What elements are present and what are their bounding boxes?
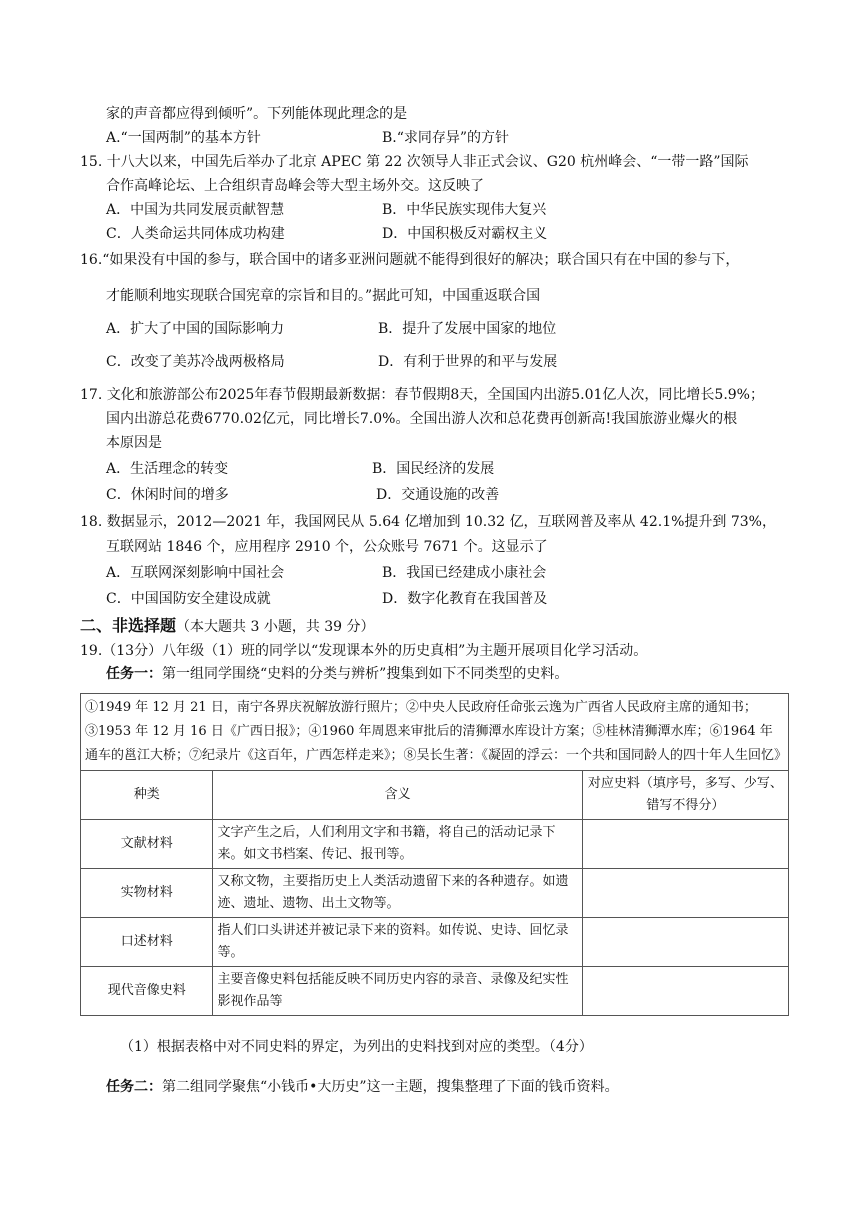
row-type: 实物材料 bbox=[81, 869, 213, 918]
q16-stem-line2: 才能顺利地实现联合国宪章的宗旨和目的。”据此可知，中国重返联合国 bbox=[106, 288, 541, 304]
header-meaning: 含义 bbox=[213, 771, 582, 820]
answer-cell[interactable] bbox=[582, 820, 788, 869]
q14-option-b: B.“求同存异”的方针 bbox=[382, 130, 510, 146]
q16-option-a: A．扩大了中国的国际影响力 bbox=[106, 321, 285, 337]
q15-option-a: A．中国为共同发展贡献智慧 bbox=[106, 202, 285, 218]
row-type: 口述材料 bbox=[81, 918, 213, 967]
q19-task2 bbox=[106, 1077, 619, 1097]
q18-stem-line2: 互联网站 1846 个，应用程序 2910 个，公众账号 7671 个。这显示了 bbox=[106, 539, 548, 555]
q17-option-a: A．生活理念的转变 bbox=[106, 461, 229, 477]
table-row bbox=[81, 967, 789, 1016]
task2-label: 任务二： bbox=[106, 1079, 162, 1095]
answer-cell[interactable] bbox=[582, 918, 788, 967]
q19-sub1: （1）根据表格中对不同史料的界定，为列出的史料找到对应的类型。（4分） bbox=[120, 1039, 593, 1055]
header-answer: 对应史料（填序号，多写、少写、错写不得分） bbox=[582, 771, 788, 820]
row-meaning: 文字产生之后，人们利用文字和书籍，将自己的活动记录下来。如文书档案、传记、报刊等。 bbox=[213, 820, 582, 869]
source-list: ①1949 年 12 月 21 日，南宁各界庆祝解放游行照片；②中央人民政府任命张云逸为广西省人民政府主席的通知书；③1953 年 12 月 16 日《广西日报》；④1960 年周恩来审批后的清狮潭水库设计方案；⑤桂林清狮潭水库；⑥1964 年通车的邕江大桥；⑦纪录片《这百年，广西怎样走来》；⑧吴长生著：《凝固的浮云：一个共和国同龄人的四十年人生回忆》 bbox=[81, 694, 789, 771]
q17-stem-line2: 国内出游总花费6770.02亿元，同比增长7.0%。全国出游人次和总花费再创新高!我国旅游业爆火的根 bbox=[106, 411, 738, 427]
source-classification-table bbox=[80, 693, 789, 1016]
task2-text: 第二组同学聚焦“小钱币•大历史”这一主题，搜集整理了下面的钱币资料。 bbox=[162, 1079, 619, 1095]
table-header-row bbox=[81, 771, 789, 820]
row-meaning: 又称文物，主要指历史上人类活动遗留下来的各种遗存。如遗迹、遗址、遗物、出土文物等。 bbox=[213, 869, 582, 918]
q18-option-c: C．中国国防安全建设成就 bbox=[106, 591, 271, 607]
q17-stem-line3: 本原因是 bbox=[106, 435, 162, 451]
answer-cell[interactable] bbox=[582, 967, 788, 1016]
row-type: 现代音像史料 bbox=[81, 967, 213, 1016]
q14-option-a: A.“一国两制”的基本方针 bbox=[106, 130, 261, 146]
row-type: 文献材料 bbox=[81, 820, 213, 869]
section2-title: 二、非选择题 bbox=[80, 616, 177, 635]
q17-stem-line1: 17. 文化和旅游部公布2025年春节假期最新数据：春节假期8天，全国国内出游5.01亿人次，同比增长5.9%； bbox=[80, 387, 764, 403]
q19-intro: 19.（13分）八年级（1）班的同学以“发现课本外的历史真相”为主题开展项目化学习活动。 bbox=[80, 643, 648, 659]
task1-label: 任务一： bbox=[106, 666, 162, 682]
q18-option-a: A．互联网深刻影响中国社会 bbox=[106, 565, 285, 581]
task1-text: 第一组同学围绕“史料的分类与辨析”搜集到如下不同类型的史料。 bbox=[162, 666, 569, 682]
answer-cell[interactable] bbox=[582, 869, 788, 918]
row-meaning: 主要音像史料包括能反映不同历史内容的录音、录像及纪实性影视作品等 bbox=[213, 967, 582, 1016]
table-row bbox=[81, 820, 789, 869]
q16-option-b: B．提升了发展中国家的地位 bbox=[378, 321, 557, 337]
q15-option-c: C．人类命运共同体成功构建 bbox=[106, 226, 285, 242]
q17-option-d: D．交通设施的改善 bbox=[376, 487, 500, 503]
q18-stem-line1: 18. 数据显示，2012—2021 年，我国网民从 5.64 亿增加到 10.32 亿，互联网普及率从 42.1%提升到 73%， bbox=[80, 514, 776, 530]
q15-stem-line2: 合作高峰论坛、上合组织青岛峰会等大型主场外交。这反映了 bbox=[106, 178, 484, 194]
q18-option-d: D．数字化教育在我国普及 bbox=[382, 591, 548, 607]
q14-stem-continued: 家的声音都应得到倾听”。下列能体现此理念的是 bbox=[106, 106, 408, 122]
table-intro-row bbox=[81, 694, 789, 771]
q15-option-b: B．中华民族实现伟大复兴 bbox=[382, 202, 547, 218]
q15-option-d: D．中国积极反对霸权主义 bbox=[382, 226, 548, 242]
q16-option-d: D．有利于世界的和平与发展 bbox=[378, 354, 558, 370]
row-meaning: 指人们口头讲述并被记录下来的资料。如传说、史诗、回忆录等。 bbox=[213, 918, 582, 967]
table-row bbox=[81, 918, 789, 967]
table-row bbox=[81, 869, 789, 918]
q16-stem-line1: 16.“如果没有中国的参与，联合国中的诸多亚洲问题就不能得到很好的解决；联合国只有在中国的参与下， bbox=[80, 252, 740, 268]
q15-stem-line1: 15. 十八大以来，中国先后举办了北京 APEC 第 22 次领导人非正式会议、G20 杭州峰会、“一带一路”国际 bbox=[80, 154, 749, 170]
q19-task1 bbox=[106, 664, 568, 684]
section2-note: （本大题共 3 小题，共 39 分） bbox=[176, 619, 375, 635]
q17-option-b: B．国民经济的发展 bbox=[372, 461, 495, 477]
q16-option-c: C．改变了美苏冷战两极格局 bbox=[106, 354, 285, 370]
section2-heading bbox=[80, 616, 375, 637]
q18-option-b: B．我国已经建成小康社会 bbox=[382, 565, 547, 581]
q17-option-c: C．休闲时间的增多 bbox=[106, 487, 229, 503]
header-type: 种类 bbox=[81, 771, 213, 820]
